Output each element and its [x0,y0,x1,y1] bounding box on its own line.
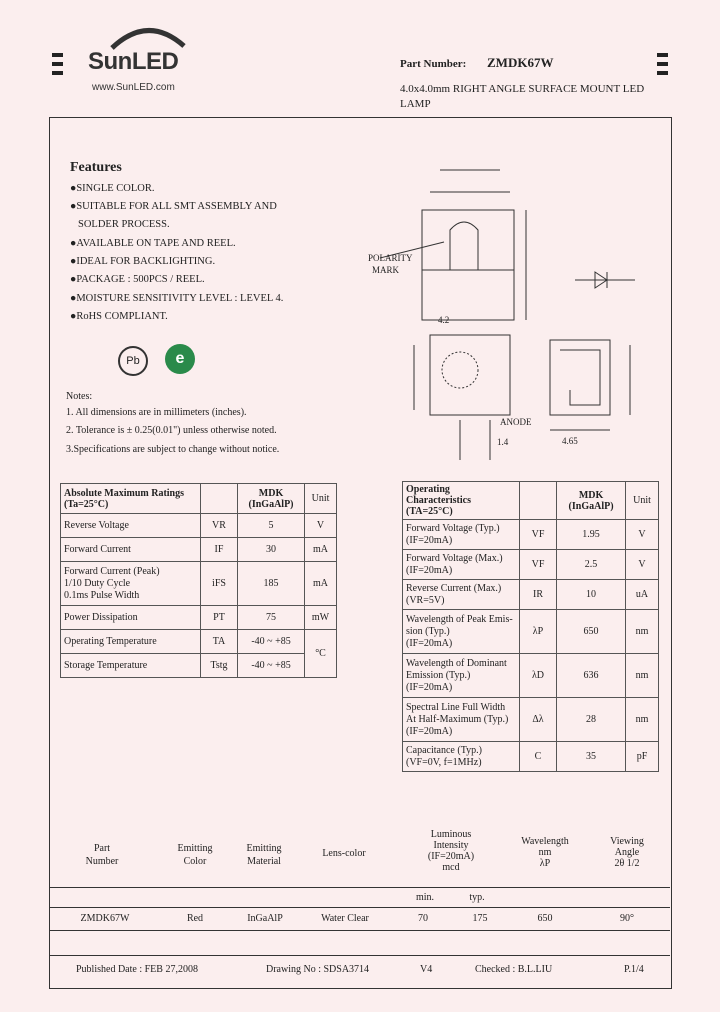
col-header-lens-color: Lens-color [322,848,366,859]
pb-label: Pb [126,355,140,367]
col-header-part-number: Part Number [85,843,119,867]
table-cell: Wavelength of Dominant Emission (Typ.) (IF=20mA) [403,654,520,698]
table-cell: Capacitance (Typ.) (VF=0V, f=1MHz) [403,742,520,772]
table-cell: 636 [557,654,626,698]
note-item: 1. All dimensions are in millimeters (inches). [66,407,247,418]
rohs-e-icon [165,344,195,374]
table-cell: C [520,742,557,772]
dim-label: 1.4 [497,437,509,447]
part-number: ZMDK67W [487,55,554,70]
table-cell: Tstg [201,654,238,678]
cell-color: Red [186,913,204,924]
logo-arc-icon [108,20,188,50]
logo: SunLED [88,48,179,75]
dim-label: 4.65 [562,436,578,446]
table-cell: Forward Voltage (Max.) (IF=20mA) [403,550,520,580]
divider [50,907,670,908]
col-header-viewing-angle: Viewing Angle 2θ 1/2 [610,836,644,869]
table-cell: 185 [238,562,305,606]
table-cell: Reverse Voltage [61,514,201,538]
table-cell: -40 ~ +85 [238,630,305,654]
table-row [403,698,659,742]
right-bars-icon [657,53,668,80]
table-row [61,562,337,606]
table-header [520,482,557,520]
table-cell: mA [305,562,337,606]
website-url[interactable]: www.SunLED.com [92,82,175,93]
table-cell: V [626,520,659,550]
table-cell: uA [626,580,659,610]
table-row [61,654,337,678]
col-header-emitting-color: Emitting Color [177,843,213,867]
table-cell: PT [201,606,238,630]
table-cell: IR [520,580,557,610]
table-header: Absolute Maximum Ratings (Ta=25°C) [61,484,201,514]
feature-item: ●RoHS COMPLIANT. [70,311,168,322]
anode-label: ANODE [500,417,532,427]
sub-header-min: min. [415,892,435,903]
table-cell: 75 [238,606,305,630]
cell-lens-color: Water Clear [321,913,369,924]
table-row [61,514,337,538]
divider [50,887,670,888]
feature-item: ●AVAILABLE ON TAPE AND REEL. [70,238,236,249]
table-cell: λP [520,610,557,654]
table-row [403,610,659,654]
note-item: 3.Specifications are subject to change without notice. [66,444,280,455]
table-cell: Forward Current [61,538,201,562]
table-cell: iFS [201,562,238,606]
table-cell: mA [305,538,337,562]
divider [50,955,670,956]
table-cell: pF [626,742,659,772]
page-number: P.1/4 [624,964,644,975]
table-cell: Operating Temperature [61,630,201,654]
operating-characteristics-table [402,481,659,772]
table-cell: Δλ [520,698,557,742]
table-cell: Forward Current (Peak) 1/10 Duty Cycle 0.1ms Pulse Width [61,562,201,606]
table-header: Operating Characteristics (TA=25°C) [403,482,520,520]
table-cell: 35 [557,742,626,772]
table-cell: Storage Temperature [61,654,201,678]
notes-title: Notes: [66,391,93,402]
drawing-number: Drawing No : SDSA3714 [266,964,370,975]
table-row [403,580,659,610]
table-cell: -40 ~ +85 [238,654,305,678]
divider [50,930,670,931]
absolute-max-table [60,483,337,678]
cell-wavelength: 650 [537,913,553,924]
cell-min: 70 [418,913,428,924]
table-cell: 10 [557,580,626,610]
feature-item: ●SINGLE COLOR. [70,183,155,194]
table-header: MDK (InGaAlP) [238,484,305,514]
table-cell: 650 [557,610,626,654]
table-cell: nm [626,610,659,654]
col-header-luminous-intensity: Luminous Intensity (IF=20mA) mcd [427,829,475,873]
e-label: e [175,350,185,367]
version: V4 [420,964,433,975]
checked-by: Checked : B.L.LIU [475,964,553,975]
pb-free-icon [118,346,148,376]
table-cell: Power Dissipation [61,606,201,630]
table-cell: 30 [238,538,305,562]
table-cell: 1.95 [557,520,626,550]
features-title: Features [70,160,122,175]
part-description: 4.0x4.0mm RIGHT ANGLE SURFACE MOUNT LED LAMP [400,83,645,110]
table-row [61,606,337,630]
table-cell: V [626,550,659,580]
feature-item: ●SUITABLE FOR ALL SMT ASSEMBLY AND [70,201,277,212]
feature-item: SOLDER PROCESS. [78,219,170,230]
table-cell: VR [201,514,238,538]
sub-header-typ: typ. [469,892,485,903]
cell-part-number: ZMDK67W [80,913,130,924]
table-row [61,538,337,562]
cell-typ: 175 [472,913,488,924]
table-cell: λD [520,654,557,698]
table-cell: VF [520,550,557,580]
table-row [403,520,659,550]
cell-material: InGaAlP [247,913,283,924]
left-bars-icon [52,53,63,80]
table-header: Unit [626,482,659,520]
part-number-label: Part Number: [400,58,467,70]
table-cell: Wavelength of Peak Emis- sion (Typ.) (IF=20mA) [403,610,520,654]
table-cell: °C [305,630,337,678]
table-cell: Forward Voltage (Typ.) (IF=20mA) [403,520,520,550]
polarity-label: POLARITY [368,253,413,263]
table-cell: 28 [557,698,626,742]
table-cell: 5 [238,514,305,538]
table-row [61,630,337,654]
table-cell: nm [626,654,659,698]
table-cell: nm [626,698,659,742]
table-header: MDK (InGaAlP) [557,482,626,520]
note-item: 2. Tolerance is ± 0.25(0.01") unless otherwise noted. [66,425,277,436]
table-header: Unit [305,484,337,514]
published-date: Published Date : FEB 27,2008 [76,964,198,975]
table-cell: Spectral Line Full Width At Half-Maximum (Typ.) (IF=20mA) [403,698,520,742]
mark-label: MARK [372,265,400,275]
table-cell: IF [201,538,238,562]
col-header-wavelength: Wavelength nm λP [521,836,569,869]
col-header-emitting-material: Emitting Material [246,843,282,867]
table-cell: 2.5 [557,550,626,580]
table-cell: Reverse Current (Max.) (VR=5V) [403,580,520,610]
cell-viewing-angle: 90° [620,913,634,924]
feature-item: ●PACKAGE : 500PCS / REEL. [70,274,205,285]
table-row [403,742,659,772]
table-row [403,654,659,698]
table-cell: VF [520,520,557,550]
table-cell: V [305,514,337,538]
feature-item: ●MOISTURE SENSITIVITY LEVEL : LEVEL 4. [70,293,284,304]
dim-label: 4.2 [438,315,450,325]
table-row [403,550,659,580]
table-cell: TA [201,630,238,654]
table-cell: mW [305,606,337,630]
table-header [201,484,238,514]
feature-item: ●IDEAL FOR BACKLIGHTING. [70,256,216,267]
